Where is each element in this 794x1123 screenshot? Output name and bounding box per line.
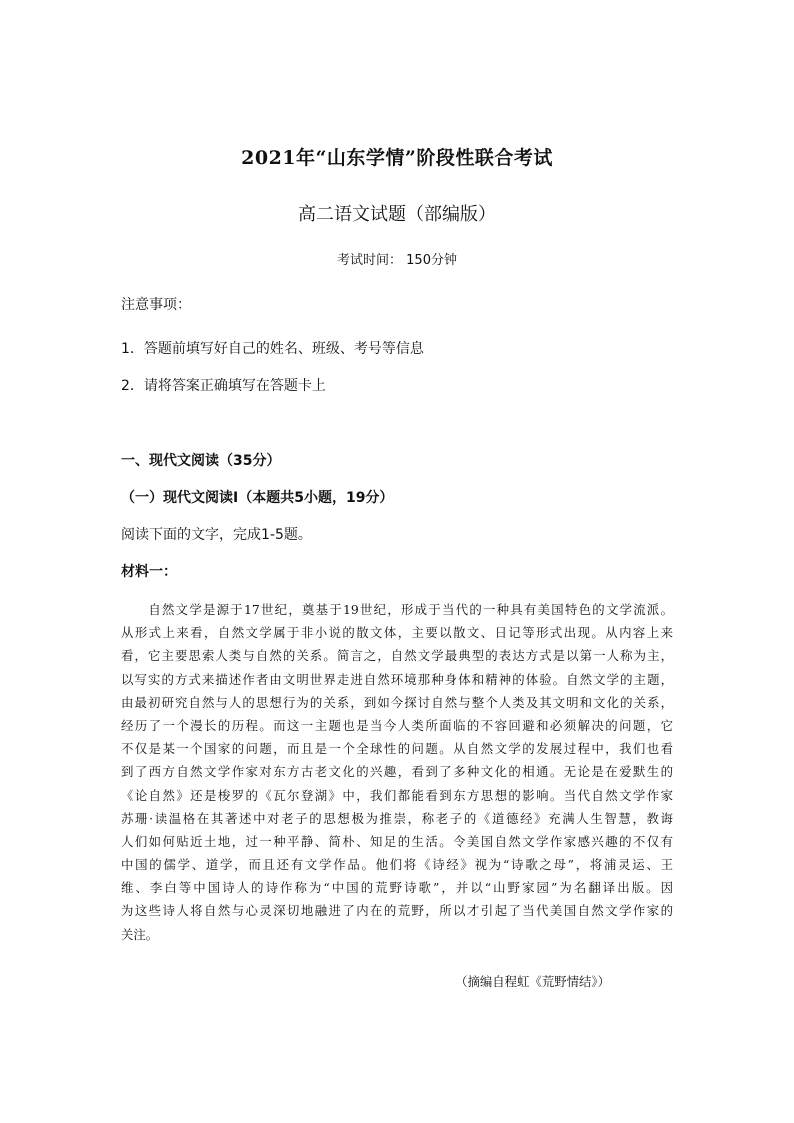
article-line: 中国的儒学、道学，而且还有文学作品。他们将《诗经》视为“诗歌之母”，将浦灵运、王 bbox=[121, 857, 673, 873]
notice-item-1: 1．答题前填写好自己的姓名、班级、考号等信息 bbox=[121, 341, 424, 357]
notice-heading: 注意事项： bbox=[121, 297, 191, 313]
subsection-heading: （一）现代文阅读Ⅰ（本题共5小题，19分） bbox=[121, 490, 394, 506]
exam-subtitle: 高二语文试题（部编版） bbox=[298, 204, 496, 225]
reading-instruction: 阅读下面的文字，完成1-5题。 bbox=[121, 527, 312, 543]
article-line: 以写实的方式来描述作者由文明世界走进自然环境那种身体和精神的体验。自然文学的主题， bbox=[121, 671, 673, 687]
article-line: 为这些诗人将自然与心灵深切地融进了内在的荒野，所以才引起了当代美国自然文学作家的 bbox=[121, 903, 673, 919]
article-line: 《论自然》还是梭罗的《瓦尔登湖》中，我们都能看到东方思想的影响。当代自然文学作家 bbox=[121, 787, 673, 803]
article-line: 到了西方自然文学作家对东方古老文化的兴趣，看到了多种文化的相通。无论是在爱默生的 bbox=[121, 764, 673, 780]
material-label: 材料一： bbox=[121, 564, 177, 580]
exam-title: 2021年“山东学情”阶段性联合考试 bbox=[241, 147, 553, 169]
article-line: 不仅是某一个国家的问题，而且是一个全球性的问题。从自然文学的发展过程中，我们也看 bbox=[121, 741, 673, 757]
section-heading: 一、现代文阅读（35分） bbox=[121, 453, 281, 469]
article-line: 关注。 bbox=[121, 926, 159, 942]
article-line: 经历了一个漫长的历程。而这一主题也是当今人类所面临的不容回避和必须解决的问题，它 bbox=[121, 717, 673, 733]
article-source: （摘编自程虹《荒野情结》） bbox=[455, 974, 610, 989]
article-line: 维、李白等中国诗人的诗作称为“中国的荒野诗歌”，并以“山野家园”为名翻译出版。因 bbox=[121, 880, 673, 896]
notice-item-2: 2．请将答案正确填写在答题卡上 bbox=[121, 378, 326, 394]
article-line: 由最初研究自然与人的思想行为的关系，到如今探讨自然与整个人类及其文明和文化的关系， bbox=[121, 694, 673, 710]
article-line: 苏珊·读温格在其著述中对老子的思想极为推崇，称老子的《道德经》充满人生智慧，教诲 bbox=[121, 810, 673, 826]
article-line: 看，它主要思索人类与自然的关系。简言之，自然文学最典型的表达方式是以第一人称为主， bbox=[121, 648, 673, 664]
article-line: 人们如何贴近土地，过一种平静、简朴、知足的生活。令美国自然文学作家感兴趣的不仅有 bbox=[121, 833, 673, 849]
article-line: 自然文学是源于17世纪，奠基于19世纪，形成于当代的一种具有美国特色的文学流派。 bbox=[121, 602, 673, 617]
article-body bbox=[121, 598, 673, 946]
article-line: 从形式上来看，自然文学属于非小说的散文体，主要以散文、日记等形式出现。从内容上来 bbox=[121, 625, 673, 641]
exam-time: 考试时间： 150分钟 bbox=[337, 253, 457, 268]
